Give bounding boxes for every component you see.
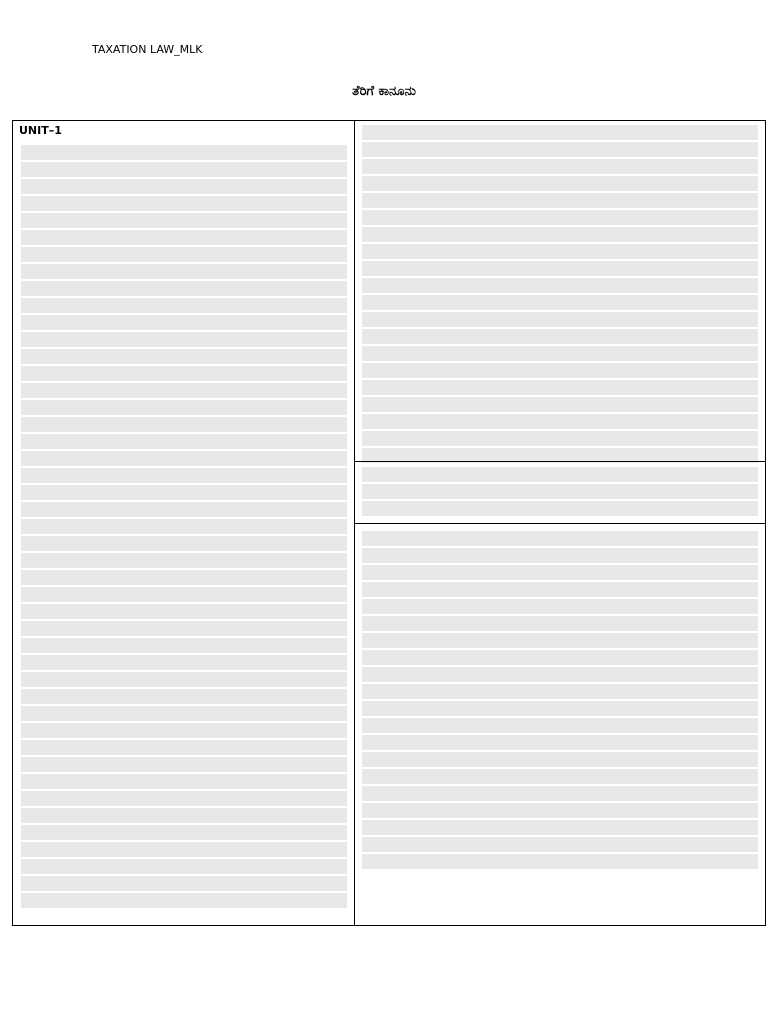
page-title: ತೆರಿಗೆ ಕಾನೂನು: [352, 84, 416, 99]
unit-label: UNIT–1: [19, 124, 62, 137]
right-upper-list-placeholder: [362, 125, 758, 465]
content-frame: [12, 120, 766, 926]
document-header: TAXATION LAW_MLK: [92, 43, 203, 56]
right-lower-text-placeholder: [362, 531, 758, 871]
section-divider: [355, 523, 765, 524]
right-middle-text-placeholder: [362, 467, 758, 518]
section-divider: [355, 461, 765, 462]
left-column-text-placeholder: [21, 145, 347, 910]
